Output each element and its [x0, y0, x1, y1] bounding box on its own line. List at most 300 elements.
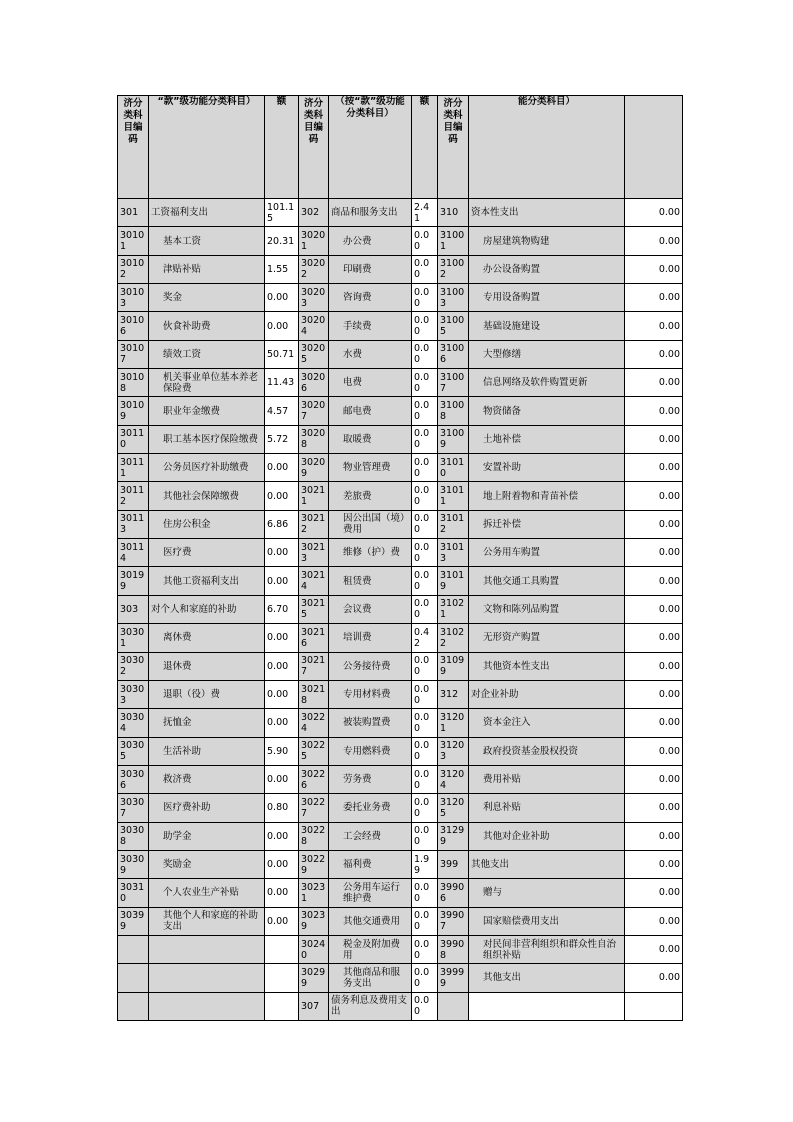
code-cell: 30309: [118, 850, 149, 878]
code-cell: 312: [438, 680, 469, 708]
name-cell: 对企业补助: [469, 680, 625, 708]
table-row: [118, 794, 683, 822]
amount-cell: 0.00: [412, 907, 438, 935]
code-cell: 39908: [438, 935, 469, 963]
amount-cell: 0.00: [265, 765, 299, 793]
code-cell: [118, 964, 149, 992]
code-cell: 31009: [438, 425, 469, 453]
amount-cell: 0.00: [412, 397, 438, 425]
code-cell: 30302: [118, 652, 149, 680]
code-cell: 303: [118, 595, 149, 623]
name-cell: 邮电费: [329, 397, 412, 425]
amount-cell: 0.00: [412, 255, 438, 283]
amount-cell: 0.00: [625, 510, 683, 538]
name-cell: 劳务费: [329, 765, 412, 793]
name-cell: 奖励金: [149, 850, 265, 878]
code-cell: 31011: [438, 482, 469, 510]
amount-cell: 101.15: [265, 199, 299, 227]
name-cell: 职工基本医疗保险缴费: [149, 425, 265, 453]
code-cell: 30299: [299, 964, 329, 992]
amount-cell: 5.72: [265, 425, 299, 453]
code-cell: 30203: [299, 284, 329, 312]
amount-cell: 0.00: [412, 737, 438, 765]
code-cell: 31001: [438, 227, 469, 255]
code-cell: 30306: [118, 765, 149, 793]
code-cell: 31204: [438, 765, 469, 793]
name-cell: 抚恤金: [149, 709, 265, 737]
code-cell: 30114: [118, 539, 149, 567]
code-cell: 30224: [299, 709, 329, 737]
code-cell: 30307: [118, 794, 149, 822]
name-cell: 职业年金缴费: [149, 397, 265, 425]
name-cell: 水费: [329, 340, 412, 368]
code-cell: 30199: [118, 567, 149, 595]
code-cell: 30212: [299, 510, 329, 538]
code-cell: 31008: [438, 397, 469, 425]
name-cell: 机关事业单位基本养老保险费: [149, 369, 265, 397]
name-cell: 生活补助: [149, 737, 265, 765]
amount-cell: [265, 935, 299, 963]
code-cell: 39999: [438, 964, 469, 992]
amount-cell: 2.41: [412, 199, 438, 227]
header-code-1: 济分类科目编码: [118, 96, 149, 199]
table-row: [118, 312, 683, 340]
name-cell: 绩效工资: [149, 340, 265, 368]
name-cell: 其他个人和家庭的补助支出: [149, 907, 265, 935]
amount-cell: 0.00: [625, 737, 683, 765]
code-cell: 30216: [299, 624, 329, 652]
code-cell: 30305: [118, 737, 149, 765]
name-cell: 离休费: [149, 624, 265, 652]
name-cell: 利息补贴: [469, 794, 625, 822]
name-cell: 退休费: [149, 652, 265, 680]
amount-cell: 0.80: [265, 794, 299, 822]
name-cell: 其他交通费用: [329, 907, 412, 935]
amount-cell: 0.00: [625, 397, 683, 425]
table-row: [118, 680, 683, 708]
code-cell: 30310: [118, 879, 149, 907]
code-cell: 399: [438, 850, 469, 878]
name-cell: 税金及附加费用: [329, 935, 412, 963]
table-row: [118, 850, 683, 878]
name-cell: [469, 992, 625, 1020]
code-cell: [118, 935, 149, 963]
name-cell: 助学金: [149, 822, 265, 850]
name-cell: 办公费: [329, 227, 412, 255]
amount-cell: 0.00: [625, 454, 683, 482]
amount-cell: 0.00: [412, 510, 438, 538]
name-cell: 委托业务费: [329, 794, 412, 822]
header-code-3: 济分类科目编码: [438, 96, 469, 199]
table-row: [118, 992, 683, 1020]
table-row: [118, 567, 683, 595]
name-cell: 基础设施建设: [469, 312, 625, 340]
amount-cell: 0.42: [412, 624, 438, 652]
name-cell: 物业管理费: [329, 454, 412, 482]
amount-cell: 0.00: [412, 794, 438, 822]
amount-cell: 0.00: [625, 794, 683, 822]
code-cell: 30218: [299, 680, 329, 708]
amount-cell: 0.00: [412, 652, 438, 680]
amount-cell: 0.00: [625, 935, 683, 963]
amount-cell: 0.00: [625, 765, 683, 793]
code-cell: 30301: [118, 624, 149, 652]
amount-cell: 0.00: [625, 539, 683, 567]
code-cell: [118, 992, 149, 1020]
amount-cell: 0.00: [412, 765, 438, 793]
code-cell: 39906: [438, 879, 469, 907]
amount-cell: 0.00: [412, 454, 438, 482]
amount-cell: 0.00: [625, 255, 683, 283]
amount-cell: 0.00: [412, 539, 438, 567]
name-cell: 基本工资: [149, 227, 265, 255]
name-cell: 土地补偿: [469, 425, 625, 453]
name-cell: 公务用车购置: [469, 539, 625, 567]
name-cell: 信息网络及软件购置更新: [469, 369, 625, 397]
name-cell: 拆迁补偿: [469, 510, 625, 538]
amount-cell: 0.00: [412, 822, 438, 850]
table-row: [118, 709, 683, 737]
name-cell: 房屋建筑物购建: [469, 227, 625, 255]
code-cell: 30204: [299, 312, 329, 340]
table-row: [118, 765, 683, 793]
header-name-2: （按“款”级功能分类科目）: [329, 96, 412, 199]
name-cell: 国家赔偿费用支出: [469, 907, 625, 935]
amount-cell: 0.00: [625, 964, 683, 992]
name-cell: 其他对企业补助: [469, 822, 625, 850]
code-cell: 30217: [299, 652, 329, 680]
code-cell: 310: [438, 199, 469, 227]
header-amount-2: 额: [412, 96, 438, 199]
name-cell: 其他社会保障缴费: [149, 482, 265, 510]
amount-cell: 0.00: [625, 595, 683, 623]
amount-cell: 0.00: [265, 907, 299, 935]
name-cell: 公务用车运行维护费: [329, 879, 412, 907]
amount-cell: 0.00: [625, 482, 683, 510]
code-cell: 30211: [299, 482, 329, 510]
code-cell: 30106: [118, 312, 149, 340]
code-cell: 30112: [118, 482, 149, 510]
table-row: [118, 652, 683, 680]
table-row: [118, 255, 683, 283]
name-cell: 债务利息及费用支出: [329, 992, 412, 1020]
name-cell: 津贴补贴: [149, 255, 265, 283]
name-cell: 政府投资基金股权投资: [469, 737, 625, 765]
name-cell: 会议费: [329, 595, 412, 623]
name-cell: 资本金注入: [469, 709, 625, 737]
name-cell: 公务员医疗补助缴费: [149, 454, 265, 482]
amount-cell: 0.00: [265, 454, 299, 482]
code-cell: 30208: [299, 425, 329, 453]
name-cell: 福利费: [329, 850, 412, 878]
code-cell: 31002: [438, 255, 469, 283]
amount-cell: [625, 992, 683, 1020]
code-cell: 30206: [299, 369, 329, 397]
amount-cell: 6.70: [265, 595, 299, 623]
amount-cell: 0.00: [625, 822, 683, 850]
code-cell: 30209: [299, 454, 329, 482]
amount-cell: 0.00: [265, 709, 299, 737]
header-name-1: “款”级功能分类科目）: [149, 96, 265, 199]
amount-cell: 0.00: [625, 425, 683, 453]
table-row: [118, 397, 683, 425]
name-cell: 其他资本性支出: [469, 652, 625, 680]
name-cell: 手续费: [329, 312, 412, 340]
name-cell: 其他交通工具购置: [469, 567, 625, 595]
amount-cell: 0.00: [265, 567, 299, 595]
name-cell: 大型修缮: [469, 340, 625, 368]
amount-cell: 0.00: [625, 879, 683, 907]
amount-cell: 0.00: [625, 312, 683, 340]
name-cell: 住房公积金: [149, 510, 265, 538]
name-cell: 其他支出: [469, 850, 625, 878]
code-cell: 30399: [118, 907, 149, 935]
amount-cell: 0.00: [265, 822, 299, 850]
amount-cell: 5.90: [265, 737, 299, 765]
amount-cell: 0.00: [625, 567, 683, 595]
code-cell: 307: [299, 992, 329, 1020]
amount-cell: 0.00: [265, 652, 299, 680]
amount-cell: 0.00: [625, 340, 683, 368]
code-cell: 30110: [118, 425, 149, 453]
table-row: [118, 822, 683, 850]
code-cell: 31099: [438, 652, 469, 680]
header-amount-3: [625, 96, 683, 199]
amount-cell: 20.31: [265, 227, 299, 255]
table-row: [118, 879, 683, 907]
amount-cell: 0.00: [265, 312, 299, 340]
name-cell: 伙食补助费: [149, 312, 265, 340]
name-cell: 专用材料费: [329, 680, 412, 708]
name-cell: 个人农业生产补贴: [149, 879, 265, 907]
code-cell: 30227: [299, 794, 329, 822]
amount-cell: 0.00: [265, 680, 299, 708]
table-row: [118, 227, 683, 255]
code-cell: 30229: [299, 850, 329, 878]
amount-cell: 0.00: [412, 340, 438, 368]
amount-cell: 0.00: [412, 595, 438, 623]
code-cell: 30239: [299, 907, 329, 935]
table-row: [118, 482, 683, 510]
table-row: [118, 907, 683, 935]
code-cell: 30303: [118, 680, 149, 708]
code-cell: 31005: [438, 312, 469, 340]
amount-cell: 0.00: [412, 964, 438, 992]
table-row: [118, 340, 683, 368]
name-cell: 培训费: [329, 624, 412, 652]
amount-cell: 6.86: [265, 510, 299, 538]
code-cell: 31021: [438, 595, 469, 623]
amount-cell: 1.99: [412, 850, 438, 878]
table-row: [118, 935, 683, 963]
amount-cell: 0.00: [625, 284, 683, 312]
name-cell: 工会经费: [329, 822, 412, 850]
code-cell: 31012: [438, 510, 469, 538]
code-cell: 31019: [438, 567, 469, 595]
code-cell: 31010: [438, 454, 469, 482]
table-row: [118, 737, 683, 765]
amount-cell: 0.00: [412, 425, 438, 453]
name-cell: 退职（役）费: [149, 680, 265, 708]
name-cell: 差旅费: [329, 482, 412, 510]
code-cell: 31013: [438, 539, 469, 567]
name-cell: 咨询费: [329, 284, 412, 312]
amount-cell: 0.00: [412, 227, 438, 255]
code-cell: [438, 992, 469, 1020]
header-row: [118, 96, 683, 199]
name-cell: 医疗费补助: [149, 794, 265, 822]
name-cell: 其他工资福利支出: [149, 567, 265, 595]
name-cell: 专用燃料费: [329, 737, 412, 765]
name-cell: 工资福利支出: [149, 199, 265, 227]
name-cell: [149, 992, 265, 1020]
code-cell: 301: [118, 199, 149, 227]
name-cell: 费用补贴: [469, 765, 625, 793]
name-cell: 被装购置费: [329, 709, 412, 737]
name-cell: 对民间非营利组织和群众性自治组织补贴: [469, 935, 625, 963]
code-cell: 30201: [299, 227, 329, 255]
name-cell: 商品和服务支出: [329, 199, 412, 227]
table-row: [118, 454, 683, 482]
name-cell: 维修（护）费: [329, 539, 412, 567]
name-cell: 资本性支出: [469, 199, 625, 227]
header-amount-1: 额: [265, 96, 299, 199]
name-cell: 对个人和家庭的补助: [149, 595, 265, 623]
code-cell: 31022: [438, 624, 469, 652]
amount-cell: 0.00: [412, 312, 438, 340]
amount-cell: [265, 964, 299, 992]
amount-cell: 0.00: [412, 935, 438, 963]
table-row: [118, 624, 683, 652]
code-cell: 30109: [118, 397, 149, 425]
name-cell: 取暖费: [329, 425, 412, 453]
header-name-3: 能分类科目）: [469, 96, 625, 199]
code-cell: 31006: [438, 340, 469, 368]
name-cell: 文物和陈列品购置: [469, 595, 625, 623]
code-cell: 39907: [438, 907, 469, 935]
table-row: [118, 510, 683, 538]
amount-cell: 0.00: [412, 567, 438, 595]
name-cell: 其他商品和服务支出: [329, 964, 412, 992]
name-cell: 专用设备购置: [469, 284, 625, 312]
name-cell: 其他支出: [469, 964, 625, 992]
amount-cell: 0.00: [412, 284, 438, 312]
name-cell: 电费: [329, 369, 412, 397]
code-cell: 31203: [438, 737, 469, 765]
amount-cell: 0.00: [412, 369, 438, 397]
amount-cell: 50.71: [265, 340, 299, 368]
table-row: [118, 964, 683, 992]
amount-cell: 0.00: [625, 680, 683, 708]
amount-cell: 0.00: [265, 850, 299, 878]
code-cell: 30213: [299, 539, 329, 567]
code-cell: 30113: [118, 510, 149, 538]
name-cell: 救济费: [149, 765, 265, 793]
code-cell: 31007: [438, 369, 469, 397]
name-cell: 租赁费: [329, 567, 412, 595]
amount-cell: 0.00: [265, 624, 299, 652]
code-cell: 302: [299, 199, 329, 227]
code-cell: 30207: [299, 397, 329, 425]
amount-cell: 0.00: [625, 227, 683, 255]
table-row: [118, 539, 683, 567]
name-cell: 公务接待费: [329, 652, 412, 680]
amount-cell: 0.00: [625, 624, 683, 652]
header-code-2: 济分类科目编码: [299, 96, 329, 199]
name-cell: 赠与: [469, 879, 625, 907]
amount-cell: 0.00: [625, 709, 683, 737]
amount-cell: 0.00: [625, 652, 683, 680]
code-cell: 31003: [438, 284, 469, 312]
name-cell: 因公出国（境）费用: [329, 510, 412, 538]
table-row: [118, 425, 683, 453]
amount-cell: 0.00: [412, 879, 438, 907]
code-cell: 30102: [118, 255, 149, 283]
code-cell: 30240: [299, 935, 329, 963]
table-row: [118, 199, 683, 227]
code-cell: 31205: [438, 794, 469, 822]
amount-cell: 0.00: [412, 709, 438, 737]
name-cell: 无形资产购置: [469, 624, 625, 652]
amount-cell: 0.00: [412, 482, 438, 510]
code-cell: 30101: [118, 227, 149, 255]
amount-cell: 0.00: [625, 369, 683, 397]
name-cell: 办公设备购置: [469, 255, 625, 283]
amount-cell: 0.00: [412, 992, 438, 1020]
amount-cell: [265, 992, 299, 1020]
code-cell: 30231: [299, 879, 329, 907]
name-cell: 印刷费: [329, 255, 412, 283]
table-row: [118, 595, 683, 623]
name-cell: [149, 964, 265, 992]
amount-cell: 0.00: [625, 907, 683, 935]
name-cell: 物资储备: [469, 397, 625, 425]
code-cell: 31299: [438, 822, 469, 850]
name-cell: [149, 935, 265, 963]
code-cell: 30214: [299, 567, 329, 595]
amount-cell: 4.57: [265, 397, 299, 425]
amount-cell: 11.43: [265, 369, 299, 397]
code-cell: 31201: [438, 709, 469, 737]
table-row: [118, 284, 683, 312]
code-cell: 30107: [118, 340, 149, 368]
name-cell: 奖金: [149, 284, 265, 312]
amount-cell: 0.00: [265, 879, 299, 907]
expenditure-table: [117, 95, 683, 1021]
amount-cell: 0.00: [625, 199, 683, 227]
name-cell: 安置补助: [469, 454, 625, 482]
code-cell: 30225: [299, 737, 329, 765]
amount-cell: 0.00: [625, 850, 683, 878]
table-row: [118, 369, 683, 397]
amount-cell: 0.00: [265, 284, 299, 312]
code-cell: 30304: [118, 709, 149, 737]
code-cell: 30103: [118, 284, 149, 312]
code-cell: 30202: [299, 255, 329, 283]
code-cell: 30108: [118, 369, 149, 397]
code-cell: 30205: [299, 340, 329, 368]
code-cell: 30226: [299, 765, 329, 793]
amount-cell: 1.55: [265, 255, 299, 283]
amount-cell: 0.00: [265, 539, 299, 567]
code-cell: 30308: [118, 822, 149, 850]
name-cell: 医疗费: [149, 539, 265, 567]
amount-cell: 0.00: [265, 482, 299, 510]
name-cell: 地上附着物和青苗补偿: [469, 482, 625, 510]
code-cell: 30111: [118, 454, 149, 482]
amount-cell: 0.00: [412, 680, 438, 708]
code-cell: 30215: [299, 595, 329, 623]
